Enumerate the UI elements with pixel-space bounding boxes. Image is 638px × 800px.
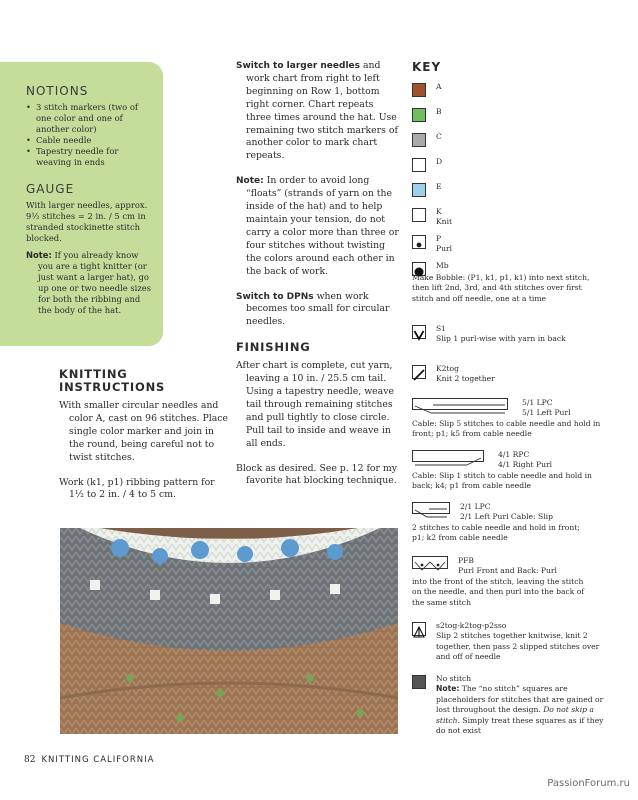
knitting-paragraph: With smaller circular needles and color A, cast on 96 stitches. Place single color marker and join in the round, being careful not to twist stitches. [59,400,229,463]
notions-title: NOTIONS [26,84,89,98]
key-label-p [436,234,604,255]
key-label-mb: Mb [436,261,449,270]
key-abbr: K2tog [436,364,459,373]
key-label-k [436,207,604,228]
decrease-symbol-icon [412,622,426,636]
cable-2-1-left-icon [412,502,450,514]
key-desc-mb: Make Bobble: (P1, k1, p1, k1) into next stitch, then lift 2nd, 3rd, and 4th stitches over first stitch and off needle, one at a time [412,273,590,303]
key-desc-pfb: into the front of the stitch, leaving the stitch on the needle, and then purl into the back of the same stitch [412,577,585,607]
chart-key [412,60,604,736]
color-b-swatch [412,108,426,122]
key-label-rpc41 [498,450,552,471]
key-desc: Knit 2 together [436,374,495,384]
larger-needles-paragraph [236,60,400,163]
key-label-b: B [436,107,442,116]
finishing-paragraph: After chart is complete, cut yarn, leaving a 10 in. / 25.5 cm tail. Using a tapestry needle, weave tail through remaining stitches and pull tightly to close circle. Pull tail to inside and weave in all ends. [236,360,394,449]
key-abbr: PFB [458,556,474,565]
notions-panel [0,62,163,346]
gauge-text: With larger needles, approx. 9½ stitches = 2 in. / 5 cm in stranded stockinette stitch blocked. [26,200,148,243]
key-label-a: A [436,82,442,91]
key-abbr: P [436,234,442,243]
knit-symbol-icon [412,208,426,222]
slash-icon [413,369,425,381]
dpns-lead: Switch to DPNs [236,291,314,302]
hat-photo-illustration [60,528,398,734]
color-e-swatch [412,183,426,197]
dot-icon [413,239,425,251]
key-abbr: No stitch [436,674,472,683]
color-c-swatch [412,133,426,147]
watermark: PassionForum.ru [547,778,630,789]
key-note-italic: Do not skip a stitch. [436,705,594,725]
key-desc-lpc51: Cable: Slip 5 stitches to cable needle and hold in front; p1; k5 from cable needle [412,419,601,439]
hat-photo [60,528,398,734]
cable-4-1-right-icon [412,450,484,462]
larger-needles-text: and work chart from right to left beginning on Row 1, bottom right corner. Chart repeats three times around the hat. Use remaining two stitch markers of another color to mark chart repeats. [246,60,398,162]
cable-lines-icon [413,456,483,466]
key-abbr: S1 [436,324,447,333]
key-desc: Knit [436,217,453,227]
key-desc-rpc41: Cable: Slip 1 stitch to cable needle and hold in back; k4; p1 from cable needle [412,471,592,491]
key-abbr: K [436,207,442,216]
book-title: KNITTING CALIFORNIA [41,755,155,765]
dpns-text: when work becomes too small for circular needles. [246,290,390,328]
no-stitch-swatch [412,675,426,689]
key-label-s1 [436,324,604,345]
key-abbr: 4/1 RPC [498,450,530,459]
key-desc-nostitch [436,684,604,736]
larger-needles-lead: Switch to larger needles [236,61,360,71]
color-a-swatch [412,83,426,97]
purl-symbol-icon [412,235,426,249]
key-label-nostitch [436,674,604,736]
floats-note-text: In order to avoid long “floats” (strands of yarn on the inside of the hat) and to help maintain your tension, do not carry a color more than three or four stitches without twisting the colors around each other in the back of work. [246,175,399,277]
key-desc-lpc21: 2 stitches to cable needle and hold in front; p1; k2 from cable needle [412,523,580,543]
v-check-icon [413,329,425,341]
key-title: KEY [412,60,442,74]
key-abbr: 2/1 LPC [460,502,491,511]
notions-item: • Cable needle [26,135,155,146]
pfb-dots-icon [413,561,447,572]
key-label-d: D [436,157,443,166]
key-label-pfb [458,556,557,577]
key-name: 2/1 Left Purl Cable: Slip [460,512,553,522]
k2tog-symbol-icon [412,365,426,379]
blocking-paragraph: Block as desired. See p. 12 for my favorite hat blocking technique. [236,462,397,487]
key-desc: Purl [436,244,453,254]
notions-item: • Tapestry needle for weaving in ends [26,146,155,168]
middle-column [236,60,400,488]
page-number: 82 [24,755,36,765]
color-d-swatch [412,158,426,172]
key-note-text: The “no stitch” squares are placeholders for stitches that are gained or lost throughout the design. [436,684,604,715]
key-desc: Slip 1 purl-wise with yarn in back [436,334,566,344]
key-abbr: 5/1 LPC [522,398,553,407]
cable-lines-icon [413,404,507,414]
key-note-lead: Note: [436,684,460,694]
purl-front-back-icon [412,556,448,569]
key-label-c: C [436,132,442,141]
gauge-note-lead: Note: [26,250,52,260]
floats-note-lead: Note: [236,176,264,187]
triangle-arrow-icon [413,626,425,638]
knitting-instructions [59,368,229,502]
gauge-title: GAUGE [26,182,75,196]
key-label-e: E [436,182,442,191]
key-label-lpc21 [460,502,553,523]
cable-5-1-left-icon [412,398,508,410]
gauge-note-text: If you already know you are a tight knitter (or just want a larger hat), go up one or two needle sizes for both the ribbing and the body of the hat. [38,250,152,315]
finishing-title: FINISHING [236,340,311,355]
page-footer [24,755,154,765]
key-note-end: Simply treat these squares as if they do not exist [436,715,604,736]
floats-note-paragraph [236,175,400,278]
cable-lines-icon [413,508,449,518]
notions-item: • 3 stitch markers (two of one color and one of another color) [26,102,155,135]
key-label-lpc51 [522,398,571,419]
key-name: 5/1 Left Purl [522,408,571,418]
key-label-k2tog [436,364,604,385]
knitting-title-line2: INSTRUCTIONS [59,380,166,394]
key-label-s2k2p [436,621,604,663]
key-name: 4/1 Right Purl [498,460,553,470]
key-abbr: s2tog-k2tog-p2sso [436,621,507,630]
key-name: Purl Front and Back: Purl [458,566,557,576]
slip-symbol-icon [412,325,426,339]
key-desc: Slip 2 stitches together knitwise, knit 2 together, then pass 2 slipped stitches over and off of needle [436,631,600,662]
dpns-paragraph [236,291,400,330]
notions-list [26,102,155,168]
knitting-title-line1: KNITTING [59,367,128,381]
gauge-note [26,250,155,316]
knitting-paragraph: Work (k1, p1) ribbing pattern for 1½ to 2 in. / 4 to 5 cm. [59,476,215,501]
